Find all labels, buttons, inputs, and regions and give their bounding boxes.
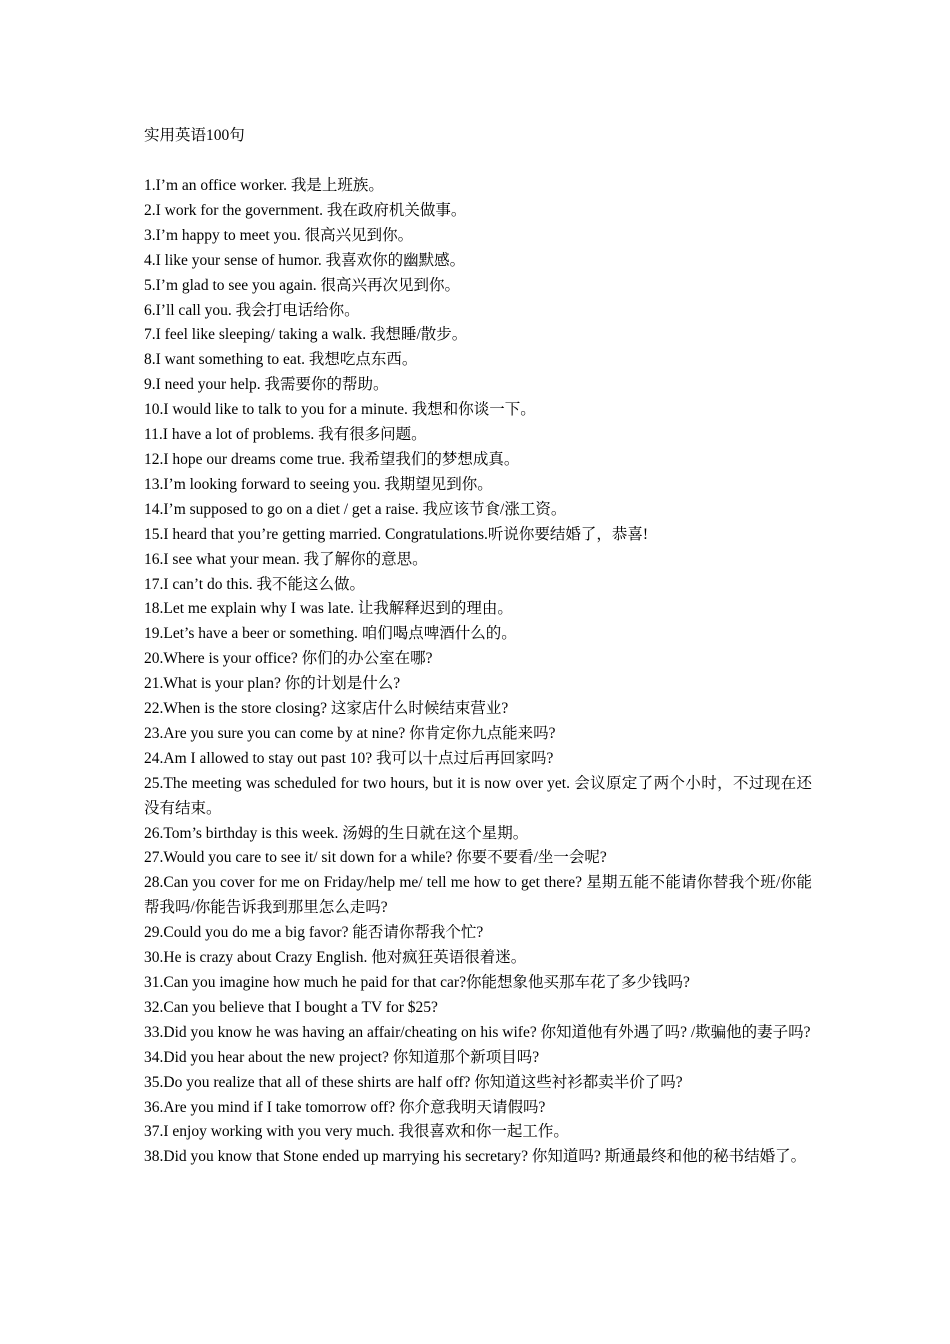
sentence-item: 15.I heard that you’re getting married. Congratulations.听说你要结婚了，恭喜!	[144, 525, 649, 543]
sentence-item: 6.I’ll call you. 我会打电话给你。	[144, 301, 360, 319]
sentence-item: 10.I would like to talk to you for a minute. 我想和你谈一下。	[144, 401, 536, 419]
sentence-item: 38.Did you know that Stone ended up marrying his secretary? 你知道吗? 斯通最终和他的秘书结婚了。	[144, 1148, 807, 1166]
sentence-item: 30.He is crazy about Crazy English. 他对疯狂英语很着迷。	[144, 949, 527, 967]
sentence-item: 33.Did you know he was having an affair/cheating on his wife? 你知道他有外遇了吗? /欺骗他的妻子吗?	[144, 1023, 811, 1041]
sentence-item: 1.I’m an office worker. 我是上班族。	[144, 177, 384, 194]
sentence-item: 9.I need your help. 我需要你的帮助。	[144, 376, 389, 394]
sentence-item: 13.I’m looking forward to seeing you. 我期望见到你。	[144, 475, 493, 493]
sentence-item: 3.I’m happy to meet you. 很高兴见到你。	[144, 226, 414, 244]
sentence-item: 17.I can’t do this. 我不能这么做。	[144, 575, 366, 593]
sentence-item: 23.Are you sure you can come by at nine? 你肯定你九点能来吗?	[144, 724, 556, 742]
sentence-item: 14.I’m supposed to go on a diet / get a raise. 我应该节食/涨工资。	[144, 500, 567, 518]
sentence-item: 27.Would you care to see it/ sit down for a while? 你要不要看/坐一会呢?	[144, 849, 607, 867]
sentence-item: 4.I like your sense of humor. 我喜欢你的幽默感。	[144, 251, 466, 269]
sentence-item: 8.I want something to eat. 我想吃点东西。	[144, 351, 418, 369]
sentence-list	[144, 174, 812, 1170]
sentence-item: 5.I’m glad to see you again. 很高兴再次见到你。	[144, 276, 460, 294]
sentence-item: 20.Where is your office? 你们的办公室在哪?	[144, 650, 433, 668]
sentence-item: 32.Can you believe that I bought a TV for $25?	[144, 998, 438, 1016]
sentence-item: 22.When is the store closing? 这家店什么时候结束营业?	[144, 700, 509, 718]
sentence-item: 2.I work for the government. 我在政府机关做事。	[144, 201, 467, 219]
sentence-item: 28.Can you cover for me on Friday/help me/ tell me how to get there? 星期五能不能请你替我个班/你能帮我吗/你能告诉我到那里怎么走吗?	[144, 874, 812, 917]
sentence-item: 7.I feel like sleeping/ taking a walk. 我想睡/散步。	[144, 326, 468, 344]
sentence-item: 29.Could you do me a big favor? 能否请你帮我个忙?	[144, 924, 484, 942]
sentence-item: 34.Did you hear about the new project? 你知道那个新项目吗?	[144, 1048, 540, 1066]
sentence-item: 16.I see what your mean. 我了解你的意思。	[144, 550, 428, 568]
sentence-item: 24.Am I allowed to stay out past 10? 我可以十点过后再回家吗?	[144, 749, 554, 767]
sentence-item: 19.Let’s have a beer or something. 咱们喝点啤酒什么的。	[144, 625, 517, 643]
sentence-item: 25.The meeting was scheduled for two hours, but it is now over yet. 会议原定了两个小时，不过现在还没有结束。	[144, 774, 812, 817]
sentence-item: 31.Can you imagine how much he paid for that car?你能想象他买那车花了多少钱吗?	[144, 974, 690, 991]
sentence-item: 35.Do you realize that all of these shirts are half off? 你知道这些衬衫都卖半价了吗?	[144, 1073, 683, 1091]
sentence-item: 21.What is your plan? 你的计划是什么?	[144, 675, 401, 693]
sentence-item: 37.I enjoy working with you very much. 我很喜欢和你一起工作。	[144, 1123, 569, 1141]
document-title: 实用英语100句	[144, 127, 245, 144]
sentence-item: 18.Let me explain why I was late. 让我解释迟到的理由。	[144, 600, 513, 618]
sentence-item: 36.Are you mind if I take tomorrow off? 你介意我明天请假吗?	[144, 1098, 546, 1116]
sentence-item: 12.I hope our dreams come true. 我希望我们的梦想成真。	[144, 450, 520, 468]
sentence-item: 26.Tom’s birthday is this week. 汤姆的生日就在这个星期。	[144, 824, 529, 842]
sentence-item: 11.I have a lot of problems. 我有很多问题。	[144, 426, 427, 444]
